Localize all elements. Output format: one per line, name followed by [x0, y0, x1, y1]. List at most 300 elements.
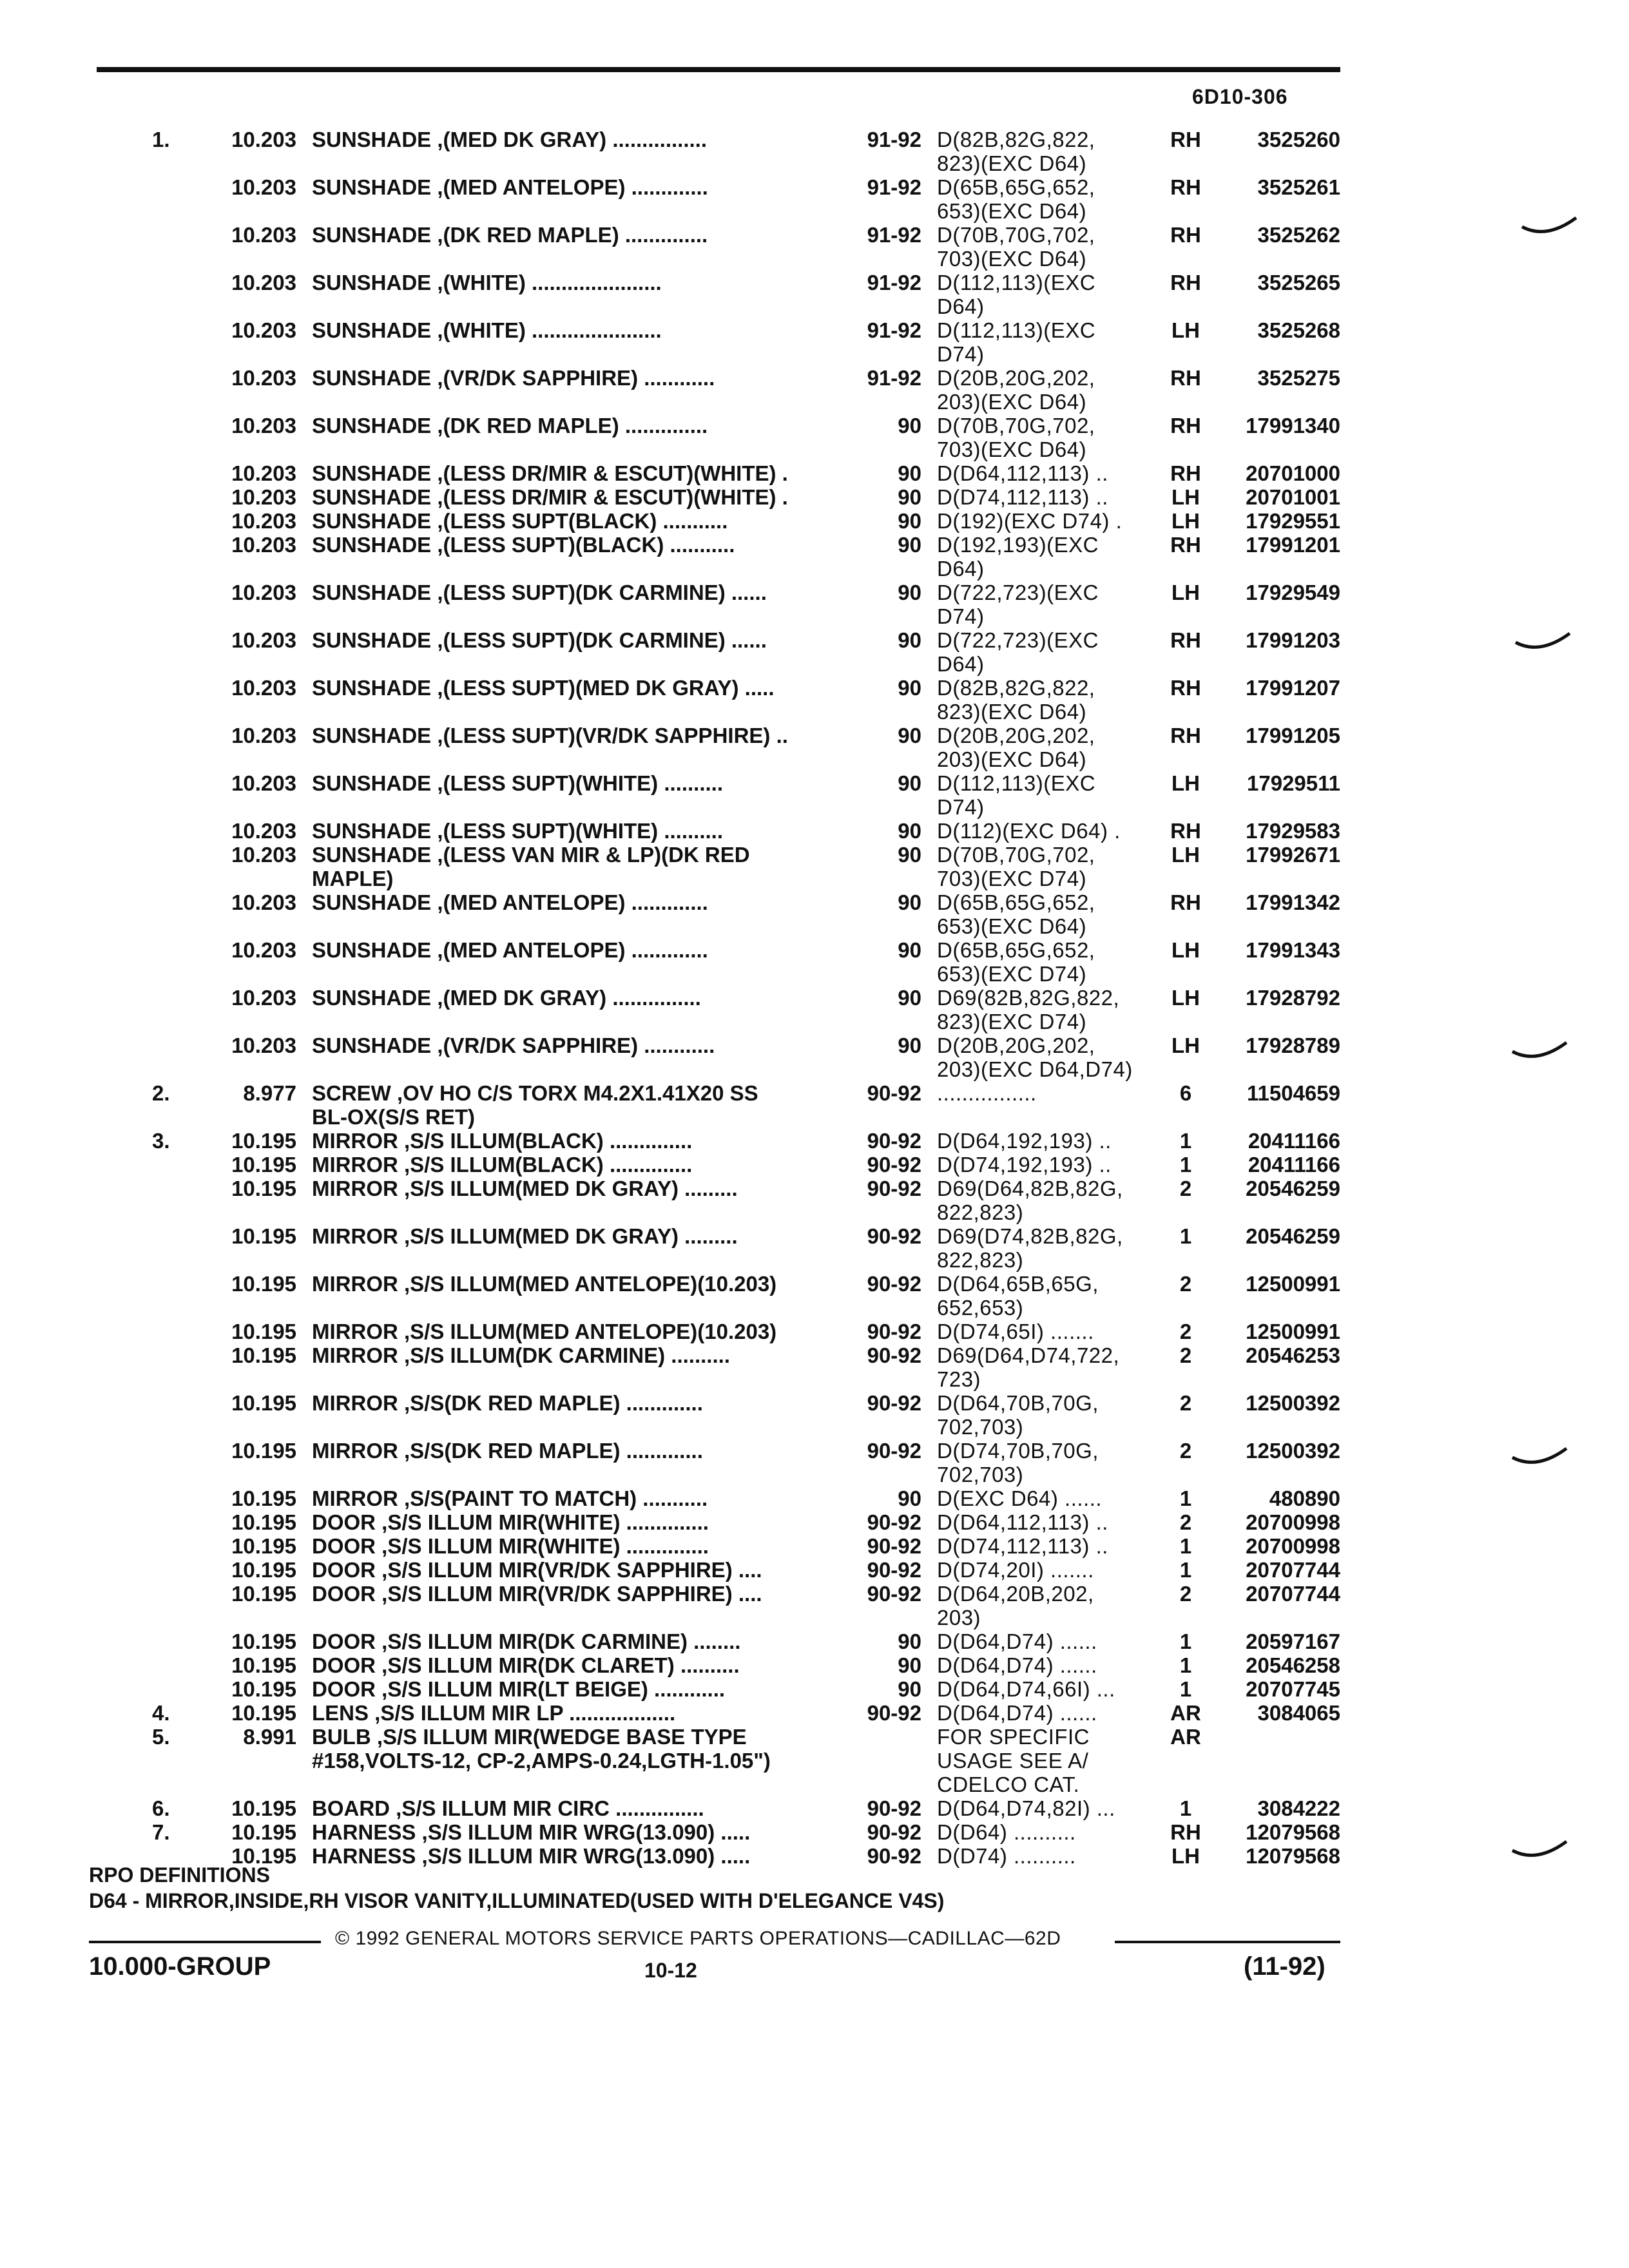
part-number: 20707744 — [1246, 1582, 1340, 1606]
usage-code: D(D64,70B,70G, 702,703) — [937, 1391, 1099, 1439]
model-years: 90-92 — [867, 1534, 921, 1558]
rpo-definition-line: D64 - MIRROR,INSIDE,RH VISOR VANITY,ILLUMINATED(USED WITH D'ELEGANCE V4S) — [89, 1889, 945, 1912]
usage-code: D(65B,65G,652, 653)(EXC D74) — [937, 938, 1095, 986]
part-number: 20700998 — [1246, 1534, 1340, 1558]
quantity: 2 — [1179, 1272, 1192, 1296]
item-number: 4. — [152, 1701, 170, 1725]
quantity: LH — [1171, 843, 1200, 867]
group-number: 10.195 — [231, 1129, 296, 1153]
usage-code: D(65B,65G,652, 653)(EXC D64) — [937, 175, 1095, 223]
model-years: 90 — [898, 986, 921, 1010]
page-code: 6D10-306 — [1192, 85, 1288, 108]
model-years: 90-92 — [867, 1272, 921, 1296]
group-number: 10.195 — [231, 1677, 296, 1701]
part-description: MIRROR ,S/S ILLUM(DK CARMINE) .......... — [312, 1343, 730, 1367]
part-number: 20546253 — [1246, 1343, 1340, 1367]
part-number: 20411166 — [1248, 1129, 1340, 1153]
part-row — [0, 676, 1629, 724]
part-description: SUNSHADE ,(MED DK GRAY) ............... — [312, 986, 701, 1010]
group-number: 10.195 — [231, 1653, 296, 1677]
group-number: 8.977 — [243, 1081, 296, 1105]
revision-date: (11-92) — [1244, 1952, 1325, 1981]
part-description: MIRROR ,S/S(DK RED MAPLE) ............. — [312, 1391, 703, 1415]
usage-code: D(D64,20B,202, 203) — [937, 1582, 1094, 1629]
quantity: RH — [1170, 366, 1201, 390]
item-number: 1. — [152, 128, 170, 151]
part-row — [0, 318, 1629, 366]
group-label: 10.000-GROUP — [89, 1952, 271, 1981]
part-row — [0, 1439, 1629, 1486]
model-years: 90 — [898, 1629, 921, 1653]
part-description: DOOR ,S/S ILLUM MIR(LT BEIGE) ............ — [312, 1677, 726, 1701]
group-number: 8.991 — [243, 1725, 296, 1749]
usage-code: D(112,113)(EXC D74) — [937, 771, 1096, 819]
part-number: 3525265 — [1257, 271, 1340, 294]
group-number: 10.203 — [231, 414, 296, 437]
part-number: 17992671 — [1246, 843, 1340, 867]
part-row — [0, 1033, 1629, 1081]
part-description: SUNSHADE ,(LESS DR/MIR & ESCUT)(WHITE) . — [312, 485, 788, 509]
quantity: 1 — [1179, 1534, 1192, 1558]
group-number: 10.195 — [231, 1629, 296, 1653]
usage-code: D69(D64,D74,722, 723) — [937, 1343, 1120, 1391]
group-number: 10.195 — [231, 1820, 296, 1844]
quantity: RH — [1170, 175, 1201, 199]
group-number: 10.203 — [231, 223, 296, 247]
quantity: LH — [1171, 986, 1200, 1010]
part-row — [0, 938, 1629, 986]
part-row — [0, 1629, 1629, 1653]
model-years: 91-92 — [867, 128, 921, 151]
check-mark-icon — [1514, 628, 1572, 660]
part-description: SUNSHADE ,(LESS SUPT)(BLACK) ........... — [312, 533, 735, 557]
part-number: 17929551 — [1246, 509, 1340, 533]
part-row — [0, 1820, 1629, 1844]
part-row — [0, 414, 1629, 461]
part-number: 17929511 — [1246, 771, 1340, 795]
item-number: 7. — [152, 1820, 170, 1844]
part-number: 11504659 — [1246, 1081, 1340, 1105]
part-number: 17929583 — [1246, 819, 1340, 843]
group-number: 10.203 — [231, 175, 296, 199]
model-years: 90 — [898, 628, 921, 652]
group-number: 10.195 — [231, 1844, 296, 1868]
part-number: 17928789 — [1246, 1033, 1340, 1057]
part-number: 3525275 — [1257, 366, 1340, 390]
part-number: 20411166 — [1248, 1153, 1340, 1177]
usage-code: D(D74,70B,70G, 702,703) — [937, 1439, 1099, 1486]
group-number: 10.195 — [231, 1439, 296, 1463]
part-number: 3525262 — [1257, 223, 1340, 247]
part-number: 17991340 — [1246, 414, 1340, 437]
model-years: 90-92 — [867, 1582, 921, 1606]
model-years: 90-92 — [867, 1320, 921, 1343]
quantity: LH — [1171, 1033, 1200, 1057]
rpo-title: RPO DEFINITIONS — [89, 1863, 270, 1887]
quantity: RH — [1170, 128, 1201, 151]
part-number: 12500392 — [1246, 1439, 1340, 1463]
part-description: DOOR ,S/S ILLUM MIR(VR/DK SAPPHIRE) .... — [312, 1582, 762, 1606]
part-description: DOOR ,S/S ILLUM MIR(DK CARMINE) ........ — [312, 1629, 741, 1653]
model-years: 90 — [898, 1486, 921, 1510]
part-row — [0, 843, 1629, 890]
quantity: RH — [1170, 461, 1201, 485]
model-years: 90 — [898, 533, 921, 557]
group-number: 10.195 — [231, 1510, 296, 1534]
usage-code: D69(82B,82G,822, 823)(EXC D74) — [937, 986, 1120, 1033]
quantity: LH — [1171, 1844, 1200, 1868]
part-row — [0, 533, 1629, 581]
part-description: SUNSHADE ,(MED ANTELOPE) ............. — [312, 175, 708, 199]
quantity: LH — [1171, 938, 1200, 962]
part-number: 20546259 — [1246, 1177, 1340, 1200]
part-number: 20707745 — [1246, 1677, 1340, 1701]
part-description: BULB ,S/S ILLUM MIR(WEDGE BASE TYPE #158,VOLTS-12, CP-2,AMPS-0.24,LGTH-1.05") — [312, 1725, 771, 1773]
part-row — [0, 509, 1629, 533]
part-description: DOOR ,S/S ILLUM MIR(WHITE) .............. — [312, 1534, 709, 1558]
group-number: 10.203 — [231, 509, 296, 533]
part-number: 20701000 — [1246, 461, 1340, 485]
part-description: SUNSHADE ,(MED ANTELOPE) ............. — [312, 890, 708, 914]
part-description: SUNSHADE ,(MED DK GRAY) ................ — [312, 128, 708, 151]
model-years: 90-92 — [867, 1343, 921, 1367]
quantity: 1 — [1179, 1224, 1192, 1248]
quantity: 1 — [1179, 1129, 1192, 1153]
part-description: DOOR ,S/S ILLUM MIR(VR/DK SAPPHIRE) .... — [312, 1558, 762, 1582]
part-number: 20707744 — [1246, 1558, 1340, 1582]
part-description: DOOR ,S/S ILLUM MIR(DK CLARET) .......... — [312, 1653, 740, 1677]
part-description: MIRROR ,S/S ILLUM(BLACK) .............. — [312, 1129, 693, 1153]
model-years: 90 — [898, 1033, 921, 1057]
usage-code: D(D74) .......... — [937, 1844, 1076, 1868]
part-number: 12500991 — [1246, 1272, 1340, 1296]
part-description: SUNSHADE ,(LESS SUPT)(WHITE) .......... — [312, 819, 724, 843]
group-number: 10.203 — [231, 366, 296, 390]
usage-code: D(D64,D74,82I) ... — [937, 1796, 1115, 1820]
part-row — [0, 819, 1629, 843]
part-number: 20546258 — [1246, 1653, 1340, 1677]
part-row — [0, 1486, 1629, 1510]
part-description: MIRROR ,S/S ILLUM(MED ANTELOPE)(10.203) — [312, 1320, 777, 1343]
model-years: 90 — [898, 461, 921, 485]
item-number: 5. — [152, 1725, 170, 1749]
part-number: 3084065 — [1257, 1701, 1340, 1725]
quantity: AR — [1170, 1725, 1201, 1749]
part-row — [0, 1796, 1629, 1820]
model-years: 91-92 — [867, 223, 921, 247]
part-description: MIRROR ,S/S(PAINT TO MATCH) ........... — [312, 1486, 708, 1510]
quantity: 1 — [1179, 1153, 1192, 1177]
part-description: SUNSHADE ,(LESS SUPT)(MED DK GRAY) ..... — [312, 676, 775, 700]
part-description: SUNSHADE ,(VR/DK SAPPHIRE) ............ — [312, 366, 715, 390]
group-number: 10.195 — [231, 1272, 296, 1296]
part-row — [0, 1701, 1629, 1725]
model-years: 90 — [898, 938, 921, 962]
part-description: MIRROR ,S/S ILLUM(BLACK) .............. — [312, 1153, 693, 1177]
part-row — [0, 986, 1629, 1033]
group-number: 10.195 — [231, 1486, 296, 1510]
part-description: DOOR ,S/S ILLUM MIR(WHITE) .............. — [312, 1510, 709, 1534]
item-number: 2. — [152, 1081, 170, 1105]
part-number: 20597167 — [1246, 1629, 1340, 1653]
part-description: SUNSHADE ,(VR/DK SAPPHIRE) ............ — [312, 1033, 715, 1057]
part-description: SUNSHADE ,(LESS SUPT)(VR/DK SAPPHIRE) .. — [312, 724, 788, 747]
usage-code: ................ — [937, 1081, 1037, 1105]
quantity: 2 — [1179, 1391, 1192, 1415]
model-years: 90 — [898, 1677, 921, 1701]
part-description: MIRROR ,S/S ILLUM(MED DK GRAY) ......... — [312, 1177, 738, 1200]
footer-rule-right — [1115, 1941, 1340, 1943]
model-years: 90 — [898, 724, 921, 747]
part-row — [0, 724, 1629, 771]
part-row — [0, 1177, 1629, 1224]
part-description: SUNSHADE ,(DK RED MAPLE) .............. — [312, 414, 708, 437]
model-years: 90-92 — [867, 1844, 921, 1868]
usage-code: D(D64,112,113) .. — [937, 1510, 1108, 1534]
usage-code: D(D64,D74,66I) ... — [937, 1677, 1115, 1701]
model-years: 90-92 — [867, 1129, 921, 1153]
group-number: 10.195 — [231, 1391, 296, 1415]
usage-code: D(D64,D74) ...... — [937, 1701, 1097, 1725]
part-row — [0, 628, 1629, 676]
usage-code: D(65B,65G,652, 653)(EXC D64) — [937, 890, 1095, 938]
part-number: 3525260 — [1257, 128, 1340, 151]
part-description: SCREW ,OV HO C/S TORX M4.2X1.41X20 SS BL-OX(S/S RET) — [312, 1081, 758, 1129]
usage-code: D(82B,82G,822, 823)(EXC D64) — [937, 676, 1095, 724]
model-years: 90 — [898, 414, 921, 437]
part-description: SUNSHADE ,(MED ANTELOPE) ............. — [312, 938, 708, 962]
quantity: 2 — [1179, 1439, 1192, 1463]
part-number: 3525268 — [1257, 318, 1340, 342]
usage-code: D(D74,112,113) .. — [937, 485, 1108, 509]
part-number: 20700998 — [1246, 1510, 1340, 1534]
model-years: 90-92 — [867, 1391, 921, 1415]
quantity: RH — [1170, 533, 1201, 557]
usage-code: FOR SPECIFIC USAGE SEE A/ CDELCO CAT. — [937, 1725, 1090, 1796]
part-row — [0, 461, 1629, 485]
part-description: HARNESS ,S/S ILLUM MIR WRG(13.090) ..... — [312, 1844, 751, 1868]
part-description: BOARD ,S/S ILLUM MIR CIRC ............... — [312, 1796, 704, 1820]
rpo-definitions — [89, 1862, 944, 1914]
model-years: 90 — [898, 819, 921, 843]
copyright: © 1992 GENERAL MOTORS SERVICE PARTS OPERATIONS—CADILLAC—62D — [335, 1928, 1061, 1949]
group-number: 10.203 — [231, 461, 296, 485]
group-number: 10.195 — [231, 1177, 296, 1200]
usage-code: D(70B,70G,702, 703)(EXC D64) — [937, 223, 1095, 271]
check-mark-icon — [1511, 1836, 1569, 1869]
model-years: 90 — [898, 676, 921, 700]
model-years: 90-92 — [867, 1701, 921, 1725]
part-number: 3525261 — [1257, 175, 1340, 199]
group-number: 10.203 — [231, 986, 296, 1010]
usage-code: D(D64,D74) ...... — [937, 1629, 1097, 1653]
model-years: 90-92 — [867, 1153, 921, 1177]
quantity: AR — [1170, 1701, 1201, 1725]
part-description: SUNSHADE ,(WHITE) ...................... — [312, 271, 662, 294]
quantity: RH — [1170, 628, 1201, 652]
usage-code: D(EXC D64) ...... — [937, 1486, 1103, 1510]
group-number: 10.203 — [231, 819, 296, 843]
model-years: 90-92 — [867, 1177, 921, 1200]
group-number: 10.195 — [231, 1343, 296, 1367]
part-number: 17929549 — [1246, 581, 1340, 604]
quantity: RH — [1170, 1820, 1201, 1844]
model-years: 90 — [898, 485, 921, 509]
usage-code: D(192,193)(EXC D64) — [937, 533, 1099, 581]
usage-code: D(D74,112,113) .. — [937, 1534, 1108, 1558]
part-number: 12500991 — [1246, 1320, 1340, 1343]
model-years: 90-92 — [867, 1796, 921, 1820]
part-row — [0, 1129, 1629, 1153]
quantity: 2 — [1179, 1582, 1192, 1606]
part-row — [0, 1272, 1629, 1320]
top-rule — [97, 67, 1340, 72]
quantity: 1 — [1179, 1796, 1192, 1820]
part-number: 17991343 — [1246, 938, 1340, 962]
usage-code: D(D74,65I) ....... — [937, 1320, 1094, 1343]
part-description: SUNSHADE ,(WHITE) ...................... — [312, 318, 662, 342]
part-number: 20701001 — [1246, 485, 1340, 509]
usage-code: D(D74,192,193) .. — [937, 1153, 1112, 1177]
part-description: SUNSHADE ,(LESS SUPT)(DK CARMINE) ...... — [312, 581, 767, 604]
usage-code: D(82B,82G,822, 823)(EXC D64) — [937, 128, 1095, 175]
usage-code: D(722,723)(EXC D74) — [937, 581, 1099, 628]
part-description: MIRROR ,S/S ILLUM(MED DK GRAY) ......... — [312, 1224, 738, 1248]
quantity: RH — [1170, 414, 1201, 437]
check-mark-icon — [1521, 213, 1579, 245]
part-row — [0, 890, 1629, 938]
group-number: 10.203 — [231, 1033, 296, 1057]
quantity: LH — [1171, 318, 1200, 342]
part-number: 480890 — [1269, 1486, 1340, 1510]
check-mark-icon — [1511, 1037, 1569, 1070]
part-row — [0, 1677, 1629, 1701]
model-years: 91-92 — [867, 271, 921, 294]
quantity: 6 — [1179, 1081, 1192, 1105]
part-description: MIRROR ,S/S(DK RED MAPLE) ............. — [312, 1439, 703, 1463]
part-row — [0, 1153, 1629, 1177]
part-row — [0, 366, 1629, 414]
quantity: 1 — [1179, 1558, 1192, 1582]
part-row — [0, 1534, 1629, 1558]
usage-code: D69(D64,82B,82G, 822,823) — [937, 1177, 1123, 1224]
model-years: 90 — [898, 843, 921, 867]
group-number: 10.195 — [231, 1558, 296, 1582]
group-number: 10.195 — [231, 1534, 296, 1558]
model-years: 90 — [898, 509, 921, 533]
quantity: RH — [1170, 819, 1201, 843]
part-row — [0, 485, 1629, 509]
group-number: 10.203 — [231, 271, 296, 294]
usage-code: D(20B,20G,202, 203)(EXC D64) — [937, 724, 1095, 771]
quantity: 1 — [1179, 1629, 1192, 1653]
part-row — [0, 1510, 1629, 1534]
group-number: 10.203 — [231, 581, 296, 604]
group-number: 10.203 — [231, 771, 296, 795]
quantity: 1 — [1179, 1653, 1192, 1677]
quantity: LH — [1171, 771, 1200, 795]
quantity: 2 — [1179, 1320, 1192, 1343]
usage-code: D(D64) .......... — [937, 1820, 1076, 1844]
part-row — [0, 128, 1629, 175]
model-years: 90-92 — [867, 1439, 921, 1463]
item-number: 3. — [152, 1129, 170, 1153]
usage-code: D69(D74,82B,82G, 822,823) — [937, 1224, 1123, 1272]
part-row — [0, 1224, 1629, 1272]
model-years: 90-92 — [867, 1510, 921, 1534]
model-years: 90 — [898, 1653, 921, 1677]
part-description: SUNSHADE ,(LESS VAN MIR & LP)(DK RED MAPLE) — [312, 843, 750, 890]
quantity: 2 — [1179, 1343, 1192, 1367]
quantity: RH — [1170, 724, 1201, 747]
usage-code: D(112,113)(EXC D64) — [937, 271, 1096, 318]
model-years: 91-92 — [867, 366, 921, 390]
group-number: 10.195 — [231, 1153, 296, 1177]
model-years: 90 — [898, 771, 921, 795]
usage-code: D(20B,20G,202, 203)(EXC D64,D74) — [937, 1033, 1133, 1081]
group-number: 10.203 — [231, 128, 296, 151]
model-years: 90-92 — [867, 1558, 921, 1582]
quantity: 1 — [1179, 1486, 1192, 1510]
part-number: 17991201 — [1246, 533, 1340, 557]
group-number: 10.195 — [231, 1224, 296, 1248]
usage-code: D(D64,112,113) .. — [937, 461, 1108, 485]
group-number: 10.195 — [231, 1701, 296, 1725]
part-description: SUNSHADE ,(DK RED MAPLE) .............. — [312, 223, 708, 247]
usage-code: D(D74,20I) ....... — [937, 1558, 1094, 1582]
part-number: 20546259 — [1246, 1224, 1340, 1248]
group-number: 10.195 — [231, 1796, 296, 1820]
part-row — [0, 1081, 1629, 1129]
model-years: 90 — [898, 890, 921, 914]
footer-rule-left — [89, 1941, 321, 1943]
part-number: 12079568 — [1246, 1844, 1340, 1868]
usage-code: D(192)(EXC D74) . — [937, 509, 1123, 533]
usage-code: D(20B,20G,202, 203)(EXC D64) — [937, 366, 1095, 414]
quantity: RH — [1170, 676, 1201, 700]
quantity: LH — [1171, 509, 1200, 533]
group-number: 10.203 — [231, 843, 296, 867]
part-number: 17991342 — [1246, 890, 1340, 914]
group-number: 10.195 — [231, 1582, 296, 1606]
usage-code: D(722,723)(EXC D64) — [937, 628, 1099, 676]
part-row — [0, 1653, 1629, 1677]
group-number: 10.203 — [231, 628, 296, 652]
part-number: 17991203 — [1246, 628, 1340, 652]
part-row — [0, 1343, 1629, 1391]
group-number: 10.203 — [231, 938, 296, 962]
part-row — [0, 1582, 1629, 1629]
part-number: 17928792 — [1246, 986, 1340, 1010]
usage-code: D(112,113)(EXC D74) — [937, 318, 1096, 366]
quantity: RH — [1170, 890, 1201, 914]
group-number: 10.203 — [231, 724, 296, 747]
part-number: 12079568 — [1246, 1820, 1340, 1844]
part-row — [0, 1320, 1629, 1343]
part-row — [0, 271, 1629, 318]
part-description: SUNSHADE ,(LESS DR/MIR & ESCUT)(WHITE) . — [312, 461, 788, 485]
part-description: MIRROR ,S/S ILLUM(MED ANTELOPE)(10.203) — [312, 1272, 777, 1296]
model-years: 90-92 — [867, 1081, 921, 1105]
model-years: 90 — [898, 581, 921, 604]
part-row — [0, 175, 1629, 223]
group-number: 10.203 — [231, 485, 296, 509]
part-row — [0, 1558, 1629, 1582]
part-number: 17991207 — [1246, 676, 1340, 700]
quantity: RH — [1170, 271, 1201, 294]
group-number: 10.203 — [231, 890, 296, 914]
item-number: 6. — [152, 1796, 170, 1820]
